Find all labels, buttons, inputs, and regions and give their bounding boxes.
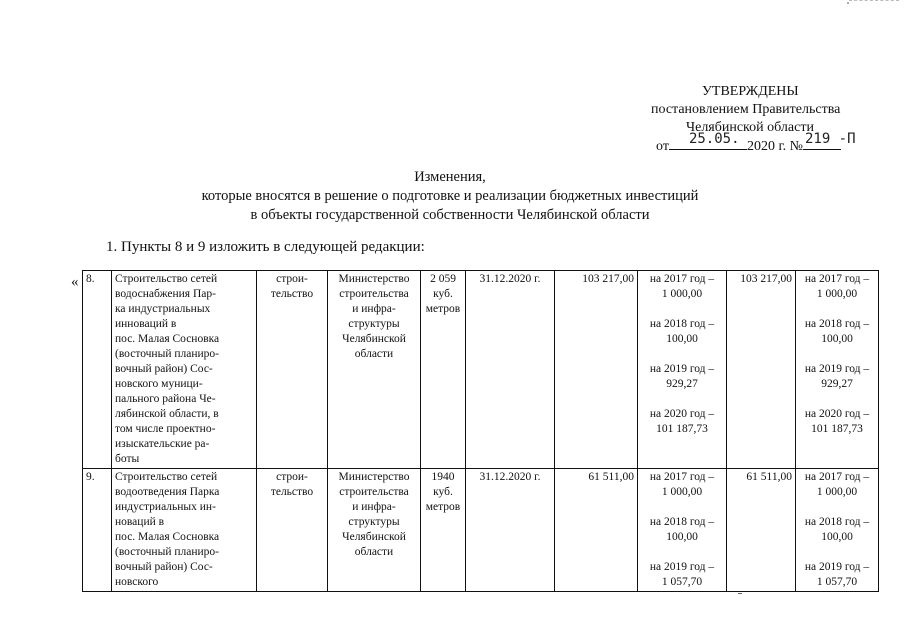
year-value: 1 057,70 [816, 576, 858, 588]
approval-stamp-block [648, 83, 868, 156]
approval-handwritten-date: 25.05. [688, 131, 740, 147]
year-allocation [799, 515, 875, 545]
year-value: 1 000,00 [816, 288, 858, 300]
approval-number-field [803, 131, 856, 150]
object-name-line: вочный район) Сос- [115, 561, 213, 573]
object-name-line: ка индустриальных [115, 303, 211, 315]
yearly-investment-cell [796, 469, 879, 592]
ministry-line: и инфра- [352, 303, 396, 315]
object-name-line: пос. Малая Сосновка [115, 531, 220, 543]
approval-title: УТВЕРЖДЕНЫ [702, 84, 799, 99]
capacity-line: 2 059 [430, 273, 456, 285]
approval-from-prefix: от [656, 139, 669, 154]
year-allocation [799, 470, 875, 500]
object-name-line: боты [115, 453, 140, 465]
scan-speck [738, 593, 742, 594]
ministry-cell [328, 469, 421, 592]
investment-amount: 61 511,00 [746, 471, 792, 483]
object-name-line: новского [115, 576, 159, 588]
deadline-date: 31.12.2020 г. [479, 273, 541, 285]
work-type-line: тельство [270, 288, 314, 300]
year-label: на 2018 год – [649, 318, 715, 330]
object-name-line: лябинской области, в [115, 408, 219, 420]
ministry-line: Челябинской [342, 531, 406, 543]
row-number: 8. [86, 273, 95, 285]
investment-amount-cell [727, 469, 796, 592]
year-allocation [641, 317, 723, 347]
year-allocation [641, 407, 723, 437]
year-value: 101 187,73 [656, 423, 708, 435]
row-number: 9. [86, 471, 95, 483]
approval-year-suffix: 2020 г. № [746, 139, 803, 154]
row-number-cell [83, 469, 112, 592]
year-label: на 2017 год – [804, 273, 870, 285]
heading-line-1: Изменения, [414, 169, 486, 185]
scan-dot [847, 2, 849, 4]
work-type-cell [257, 271, 328, 469]
year-value: 101 187,73 [811, 423, 863, 435]
object-name-line: водоотведения Парка [115, 486, 220, 498]
year-allocation [799, 272, 875, 302]
approval-date-line [648, 131, 868, 156]
year-value: 100,00 [821, 531, 853, 543]
ministry-line: и инфра- [352, 501, 396, 513]
year-value: 100,00 [666, 333, 698, 345]
capacity-cell [421, 469, 466, 592]
year-allocation [799, 407, 875, 437]
year-allocation [641, 362, 723, 392]
capacity-line: 1940 [431, 471, 455, 483]
deadline-cell [466, 271, 555, 469]
capacity-cell [421, 271, 466, 469]
year-label: на 2019 год – [804, 363, 870, 375]
capacity-line: куб. [433, 288, 453, 300]
yearly-distribution-cell [638, 271, 727, 469]
object-name-line: инноваций в [115, 318, 177, 330]
object-name-cell [112, 469, 257, 592]
object-name-line: том числе проектно- [115, 423, 216, 435]
year-value: 1 000,00 [816, 486, 858, 498]
year-label: на 2017 год – [649, 471, 715, 483]
deadline-date: 31.12.2020 г. [479, 471, 541, 483]
approval-line-resolution: постановлением Правительства [651, 102, 841, 117]
year-label: на 2018 год – [649, 516, 715, 528]
year-label: на 2017 год – [804, 471, 870, 483]
year-label: на 2019 год – [649, 363, 715, 375]
year-allocation [641, 272, 723, 302]
estimated-cost: 61 511,00 [588, 471, 634, 483]
object-name-line: новского муници- [115, 378, 203, 390]
yearly-distribution-cell [638, 469, 727, 592]
object-name-line: (восточный планиро- [115, 546, 219, 558]
object-name-line: Строительство сетей [115, 273, 218, 285]
year-allocation [799, 362, 875, 392]
year-label: на 2020 год – [649, 408, 715, 420]
object-name-line: Строительство сетей [115, 471, 218, 483]
estimated-cost-cell [555, 469, 638, 592]
year-label: на 2018 год – [804, 516, 870, 528]
work-type-line: тельство [270, 486, 314, 498]
investment-amount: 103 217,00 [740, 273, 792, 285]
approval-line-region: Челябинской области [686, 120, 814, 135]
scan-corner-mark [849, 0, 899, 5]
year-value: 929,27 [666, 378, 698, 390]
point-instruction: 1. Пункты 8 и 9 изложить в следующей редакции: [106, 239, 425, 255]
year-allocation [641, 470, 723, 500]
estimated-cost: 103 217,00 [582, 273, 634, 285]
object-name-line: водоснабжения Пар- [115, 288, 216, 300]
year-label: на 2017 год – [649, 273, 715, 285]
ministry-line: Челябинской [342, 333, 406, 345]
approval-handwritten-number: 219 -П [804, 131, 856, 147]
year-value: 1 000,00 [661, 288, 703, 300]
year-value: 1 057,70 [661, 576, 703, 588]
year-value: 100,00 [821, 333, 853, 345]
ministry-cell [328, 271, 421, 469]
year-allocation [799, 560, 875, 590]
year-label: на 2019 год – [804, 561, 870, 573]
work-type-line: строи- [276, 273, 308, 285]
year-value: 929,27 [821, 378, 853, 390]
year-allocation [799, 317, 875, 347]
object-name-cell [112, 271, 257, 469]
capacity-line: метров [425, 303, 461, 315]
object-name-line: изыскательские ра- [115, 438, 210, 450]
work-type-cell [257, 469, 328, 592]
ministry-line: Министерство [338, 273, 410, 285]
table-row [83, 469, 879, 592]
table-row [83, 271, 879, 469]
capacity-line: куб. [433, 486, 453, 498]
year-label: на 2019 год – [649, 561, 715, 573]
year-allocation [641, 560, 723, 590]
estimated-cost-cell [555, 271, 638, 469]
row-number-cell [83, 271, 112, 469]
year-allocation [641, 515, 723, 545]
object-name-line: новаций в [115, 516, 165, 528]
year-value: 100,00 [666, 531, 698, 543]
ministry-line: строительства [339, 288, 409, 300]
ministry-line: Министерство [338, 471, 410, 483]
year-label: на 2018 год – [804, 318, 870, 330]
object-name-line: вочный район) Сос- [115, 363, 213, 375]
object-name-line: (восточный планиро- [115, 348, 219, 360]
object-name-line: пального района Че- [115, 393, 216, 405]
investment-table [82, 270, 879, 592]
approval-date-field [669, 131, 747, 150]
work-type-line: строи- [276, 471, 308, 483]
capacity-line: метров [425, 501, 461, 513]
ministry-line: области [354, 546, 394, 558]
document-heading [120, 168, 780, 225]
object-name-line: индустриальных ин- [115, 501, 216, 513]
investment-amount-cell [727, 271, 796, 469]
open-quote-mark: « [71, 274, 79, 290]
year-value: 1 000,00 [661, 486, 703, 498]
heading-line-2: которые вносятся в решение о подготовке и реализации бюджетных инвестиций [201, 188, 699, 204]
object-name-line: пос. Малая Сосновка [115, 333, 220, 345]
deadline-cell [466, 469, 555, 592]
ministry-line: структуры [348, 318, 400, 330]
ministry-line: строительства [339, 486, 409, 498]
yearly-investment-cell [796, 271, 879, 469]
year-label: на 2020 год – [804, 408, 870, 420]
ministry-line: области [354, 348, 394, 360]
ministry-line: структуры [348, 516, 400, 528]
heading-line-3: в объекты государственной собственности Челябинской области [250, 207, 650, 223]
